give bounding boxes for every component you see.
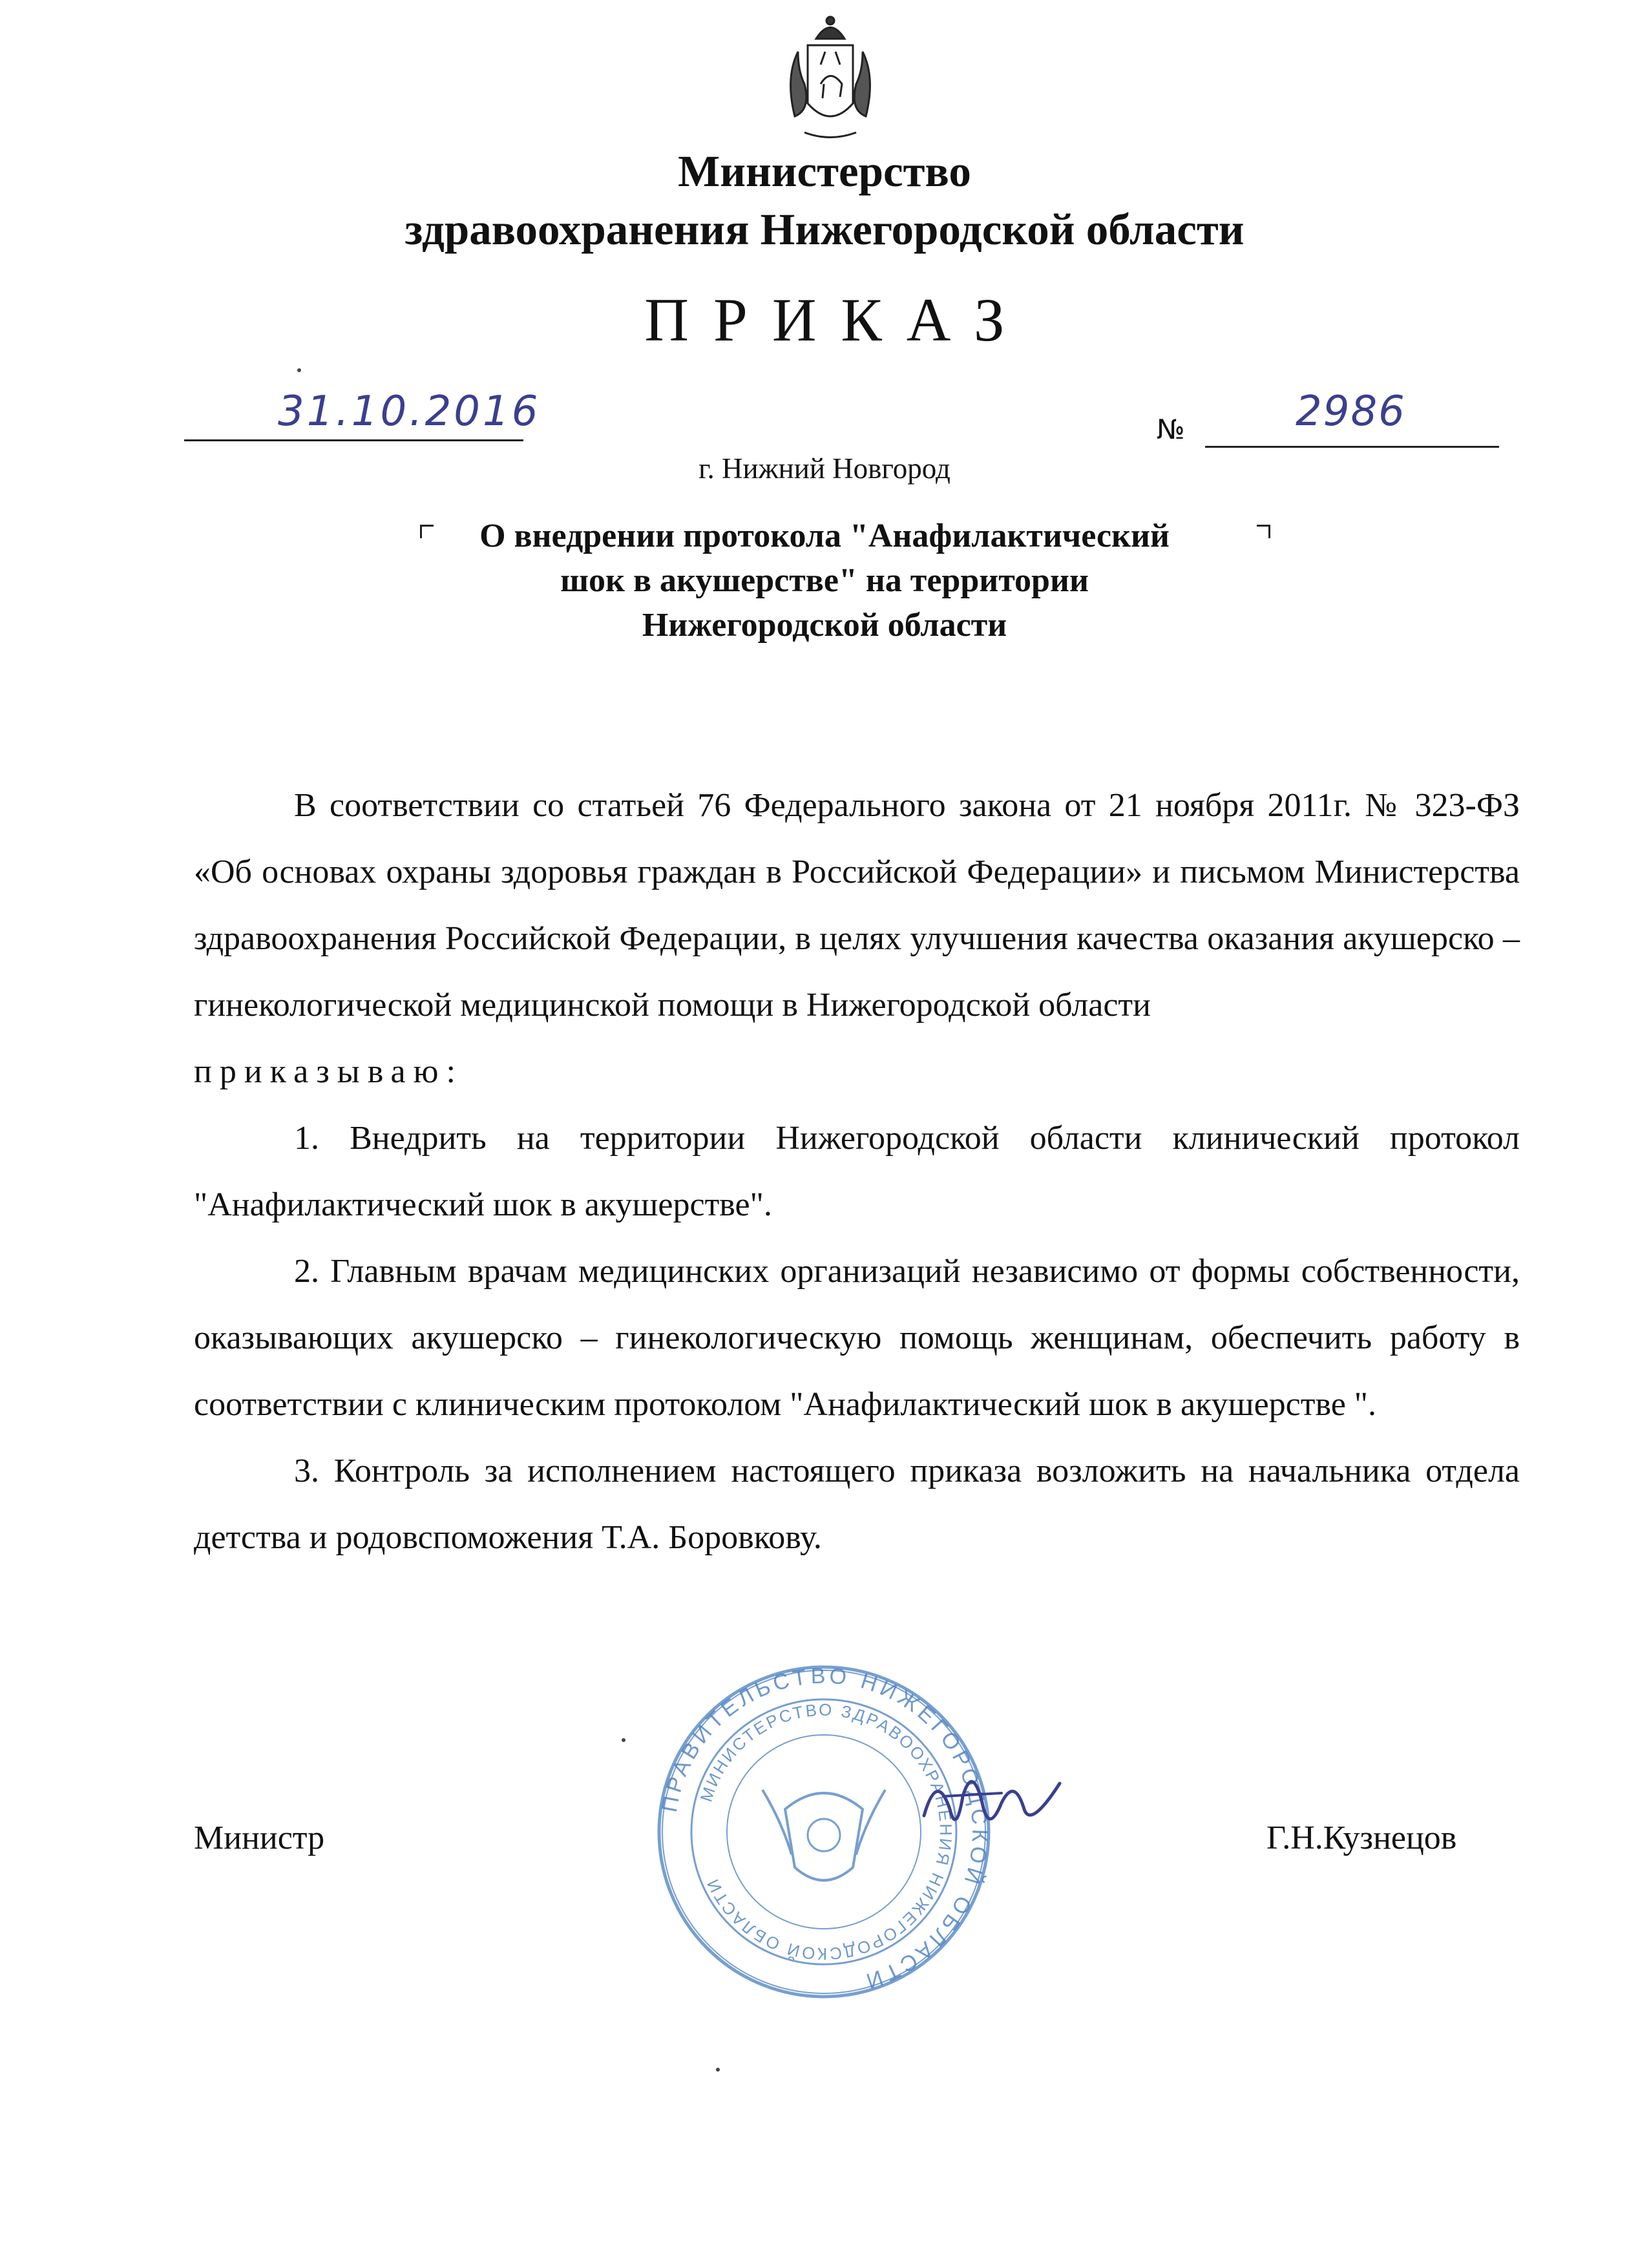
ministry-name-line1: Министерство <box>678 147 971 196</box>
order-subject <box>0 514 1649 647</box>
subject-line2: шок в акушерстве" на территории <box>560 562 1089 599</box>
scan-speck <box>716 2068 720 2072</box>
order-item-1: 1. Внедрить на территории Нижегородской области клинический протокол "Анафилактический шок в акушерстве". <box>194 1120 1520 1223</box>
minister-position: Министр <box>194 1820 325 1856</box>
preamble-paragraph: В соответствии со статьей 76 Федерального закона от 21 ноября 2011г. № 323-ФЗ «Об основах охраны здоровья граждан в Российской Федерации» и письмом Министерства здравоохранения Российской Федерации, в целях улучшения качества оказания акушерско – гинекологической медицинской помощи в Нижегородской области <box>194 787 1520 1024</box>
date-underline <box>184 439 523 441</box>
order-item-3: 3. Контроль за исполнением настоящего приказа возложить на начальника отдела детства и родовспоможения Т.А. Боровкову. <box>194 1453 1520 1556</box>
order-word: приказываю: <box>194 1053 463 1090</box>
order-item-2: 2. Главным врачам медицинских организаций независимо от формы собственности, оказывающих акушерско – гинекологическую помощь женщинам, обеспечить работу в соответствии с клиническим протоколом "Анафилактический шок в акушерстве ". <box>194 1253 1520 1423</box>
minister-name: Г.Н.Кузнецов <box>1266 1820 1457 1856</box>
subject-line1: О внедрении протокола "Анафилактический <box>479 518 1170 554</box>
subject-line3: Нижегородской области <box>642 607 1007 644</box>
order-body <box>194 772 1520 1571</box>
number-sign: № <box>1157 414 1185 445</box>
city-label: г. Нижний Новгород <box>698 452 951 485</box>
coat-of-arms-emblem <box>779 13 882 145</box>
seal-outer-text: ПРАВИТЕЛЬСТВО НИЖЕГОРОДСКОЙ ОБЛАСТИ <box>656 1663 993 1995</box>
order-title: ПРИКАЗ <box>644 286 1029 354</box>
handwritten-signature <box>911 1758 1066 1854</box>
ministry-name-line2: здравоохранения Нижегородской области <box>404 205 1245 254</box>
number-underline <box>1205 446 1499 448</box>
seal-inner-text: МИНИСТЕРСТВО ЗДРАВООХРАНЕНИЯ НИЖЕГОРОДСКОЙ ОБЛАСТИ <box>696 1699 956 1964</box>
date-handwritten: 31.10.2016 <box>278 388 541 436</box>
scan-speck <box>622 1738 625 1742</box>
number-handwritten: 2986 <box>1296 388 1406 436</box>
scan-speck <box>297 368 301 372</box>
